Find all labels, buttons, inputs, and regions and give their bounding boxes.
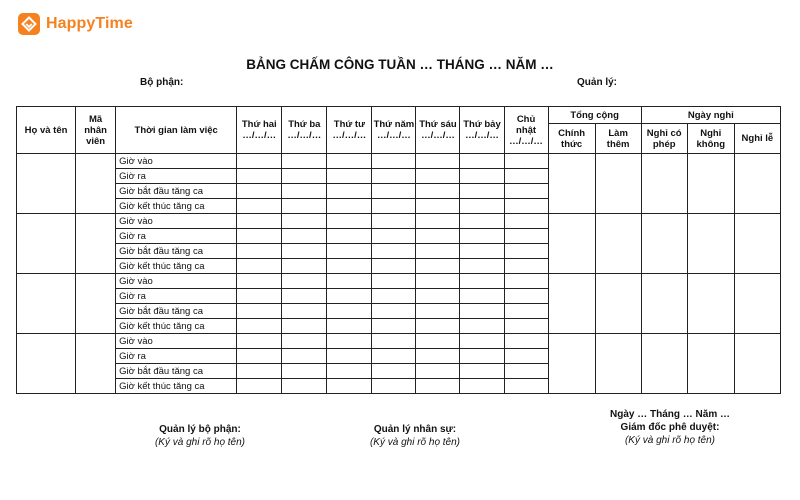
time-cell[interactable] [416,289,460,304]
time-cell[interactable] [327,184,372,199]
table-row [17,274,781,289]
time-cell[interactable] [237,274,282,289]
time-cell[interactable] [327,229,372,244]
employee-id-cell[interactable] [76,154,116,214]
time-cell[interactable] [372,349,416,364]
summary-cell[interactable] [548,214,595,274]
time-cell[interactable] [282,319,327,334]
employee-name-cell[interactable] [17,334,76,394]
header-day: Thứ năm …/…/… [372,107,416,154]
time-cell[interactable] [372,214,416,229]
row-label: Giờ vào [116,274,237,289]
time-cell[interactable] [460,319,504,334]
time-cell[interactable] [237,304,282,319]
time-cell[interactable] [282,199,327,214]
time-cell[interactable] [416,379,460,394]
time-cell[interactable] [416,364,460,379]
time-cell[interactable] [372,364,416,379]
time-cell[interactable] [504,379,548,394]
summary-cell[interactable] [641,334,687,394]
time-cell[interactable] [504,244,548,259]
employee-name-cell[interactable] [17,274,76,334]
time-cell[interactable] [416,274,460,289]
happytime-logo-icon [18,13,40,35]
summary-cell[interactable] [548,274,595,334]
summary-cell[interactable] [548,154,595,214]
summary-cell[interactable] [641,274,687,334]
time-cell[interactable] [237,319,282,334]
time-cell[interactable] [416,229,460,244]
time-cell[interactable] [460,259,504,274]
table-row [17,214,781,229]
time-cell[interactable] [372,199,416,214]
time-cell[interactable] [327,154,372,169]
row-label: Giờ ra [116,349,237,364]
time-cell[interactable] [460,184,504,199]
time-cell[interactable] [504,334,548,349]
summary-cell[interactable] [687,154,734,214]
time-cell[interactable] [327,214,372,229]
employee-id-cell[interactable] [76,274,116,334]
time-cell[interactable] [372,154,416,169]
timesheet-table [16,106,781,394]
department-label: Bộ phận: [140,77,184,88]
header-day: Thứ sáu …/…/… [416,107,460,154]
header-name: Họ và tên [17,107,76,154]
time-cell[interactable] [504,184,548,199]
time-cell[interactable] [327,364,372,379]
summary-cell[interactable] [734,274,780,334]
time-cell[interactable] [416,304,460,319]
employee-id-cell[interactable] [76,334,116,394]
row-label: Giờ kết thúc tăng ca [116,319,237,334]
header-overtime: Làm thêm [595,124,641,154]
time-cell[interactable] [282,154,327,169]
time-cell[interactable] [416,214,460,229]
time-cell[interactable] [504,259,548,274]
time-cell[interactable] [237,199,282,214]
time-cell[interactable] [416,259,460,274]
time-cell[interactable] [327,289,372,304]
row-label: Giờ bắt đầu tăng ca [116,364,237,379]
time-cell[interactable] [282,214,327,229]
header-paid-leave: Nghỉ có phép [641,124,687,154]
row-label: Giờ bắt đầu tăng ca [116,184,237,199]
time-cell[interactable] [504,319,548,334]
header-employee-id: Mã nhân viên [76,107,116,154]
header-day: Thứ ba …/…/… [282,107,327,154]
time-cell[interactable] [282,184,327,199]
time-cell[interactable] [504,199,548,214]
summary-cell[interactable] [687,274,734,334]
time-cell[interactable] [237,154,282,169]
time-cell[interactable] [416,334,460,349]
summary-cell[interactable] [734,214,780,274]
time-cell[interactable] [372,379,416,394]
time-cell[interactable] [504,229,548,244]
time-cell[interactable] [282,289,327,304]
row-label: Giờ ra [116,229,237,244]
time-cell[interactable] [237,244,282,259]
time-cell[interactable] [416,184,460,199]
brand-name: HappyTime [46,15,133,32]
time-cell[interactable] [416,349,460,364]
time-cell[interactable] [416,154,460,169]
time-cell[interactable] [460,364,504,379]
time-cell[interactable] [372,169,416,184]
header-day: Chủ nhật …/…/… [504,107,548,154]
time-cell[interactable] [416,169,460,184]
time-cell[interactable] [504,154,548,169]
time-cell[interactable] [237,379,282,394]
summary-cell[interactable] [641,214,687,274]
time-cell[interactable] [372,304,416,319]
time-cell[interactable] [416,244,460,259]
time-cell[interactable] [460,304,504,319]
time-cell[interactable] [327,259,372,274]
time-cell[interactable] [282,229,327,244]
header-total: Tổng cộng [548,107,641,124]
time-cell[interactable] [460,214,504,229]
time-cell[interactable] [327,379,372,394]
time-cell[interactable] [282,304,327,319]
time-cell[interactable] [504,304,548,319]
time-cell[interactable] [282,334,327,349]
row-label: Giờ vào [116,214,237,229]
time-cell[interactable] [282,274,327,289]
summary-cell[interactable] [595,214,641,274]
header-day: Thứ hai …/…/… [237,107,282,154]
signature-director: Ngày … Tháng … Năm … Giám đốc phê duyệt: (Ký và ghi rõ họ tên) [609,409,730,446]
header-official: Chính thức [548,124,595,154]
time-cell[interactable] [237,289,282,304]
document-title: BẢNG CHẤM CÔNG TUẦN … THÁNG … NĂM … [246,57,554,72]
time-cell[interactable] [237,364,282,379]
row-label: Giờ ra [116,289,237,304]
row-label: Giờ kết thúc tăng ca [116,259,237,274]
summary-cell[interactable] [687,214,734,274]
time-cell[interactable] [282,259,327,274]
signature-hr-manager: Quản lý nhân sự: (Ký và ghi rõ họ tên) [369,424,461,448]
row-label: Giờ ra [116,169,237,184]
time-cell[interactable] [372,184,416,199]
summary-cell[interactable] [595,154,641,214]
time-cell[interactable] [504,274,548,289]
time-cell[interactable] [460,244,504,259]
time-cell[interactable] [504,169,548,184]
header-work-time: Thời gian làm việc [116,107,237,154]
header-day: Thứ tư …/…/… [327,107,372,154]
time-cell[interactable] [237,184,282,199]
header-leave: Ngày nghỉ [641,107,780,124]
summary-cell[interactable] [641,154,687,214]
time-cell[interactable] [460,199,504,214]
time-cell[interactable] [327,304,372,319]
time-cell[interactable] [372,244,416,259]
time-cell[interactable] [327,169,372,184]
row-label: Giờ vào [116,154,237,169]
time-cell[interactable] [282,364,327,379]
row-label: Giờ bắt đầu tăng ca [116,304,237,319]
time-cell[interactable] [237,229,282,244]
row-label: Giờ bắt đầu tăng ca [116,244,237,259]
time-cell[interactable] [372,229,416,244]
time-cell[interactable] [504,364,548,379]
summary-cell[interactable] [734,334,780,394]
table-row [17,154,781,169]
time-cell[interactable] [327,244,372,259]
header-day: Thứ bảy …/…/… [460,107,504,154]
time-cell[interactable] [460,154,504,169]
summary-cell[interactable] [595,274,641,334]
time-cell[interactable] [372,334,416,349]
time-cell[interactable] [327,199,372,214]
brand [18,12,133,36]
time-cell[interactable] [282,244,327,259]
time-cell[interactable] [327,334,372,349]
header-unpaid-leave: Nghỉ không [687,124,734,154]
employee-name-cell[interactable] [17,154,76,214]
time-cell[interactable] [282,349,327,364]
row-label: Giờ kết thúc tăng ca [116,379,237,394]
manager-label: Quản lý: [577,77,618,88]
time-cell[interactable] [504,349,548,364]
time-cell[interactable] [327,274,372,289]
time-cell[interactable] [504,214,548,229]
time-cell[interactable] [327,349,372,364]
employee-name-cell[interactable] [17,214,76,274]
summary-cell[interactable] [548,334,595,394]
time-cell[interactable] [416,319,460,334]
time-cell[interactable] [237,214,282,229]
row-label: Giờ vào [116,334,237,349]
summary-cell[interactable] [687,334,734,394]
time-cell[interactable] [282,379,327,394]
time-cell[interactable] [416,199,460,214]
time-cell[interactable] [460,169,504,184]
time-cell[interactable] [460,289,504,304]
time-cell[interactable] [237,169,282,184]
time-cell[interactable] [504,289,548,304]
time-cell[interactable] [327,319,372,334]
time-cell[interactable] [372,259,416,274]
time-cell[interactable] [460,334,504,349]
header-holiday: Nghỉ lễ [734,124,780,154]
time-cell[interactable] [372,274,416,289]
time-cell[interactable] [372,319,416,334]
summary-cell[interactable] [595,334,641,394]
time-cell[interactable] [460,229,504,244]
time-cell[interactable] [372,289,416,304]
time-cell[interactable] [460,349,504,364]
row-label: Giờ kết thúc tăng ca [116,199,237,214]
summary-cell[interactable] [734,154,780,214]
time-cell[interactable] [237,334,282,349]
time-cell[interactable] [237,259,282,274]
employee-id-cell[interactable] [76,214,116,274]
table-row [17,334,781,349]
time-cell[interactable] [282,169,327,184]
time-cell[interactable] [460,379,504,394]
signature-dept-manager: Quản lý bộ phận: (Ký và ghi rõ họ tên) [154,424,246,448]
timesheet-body [17,154,781,394]
time-cell[interactable] [237,349,282,364]
time-cell[interactable] [460,274,504,289]
